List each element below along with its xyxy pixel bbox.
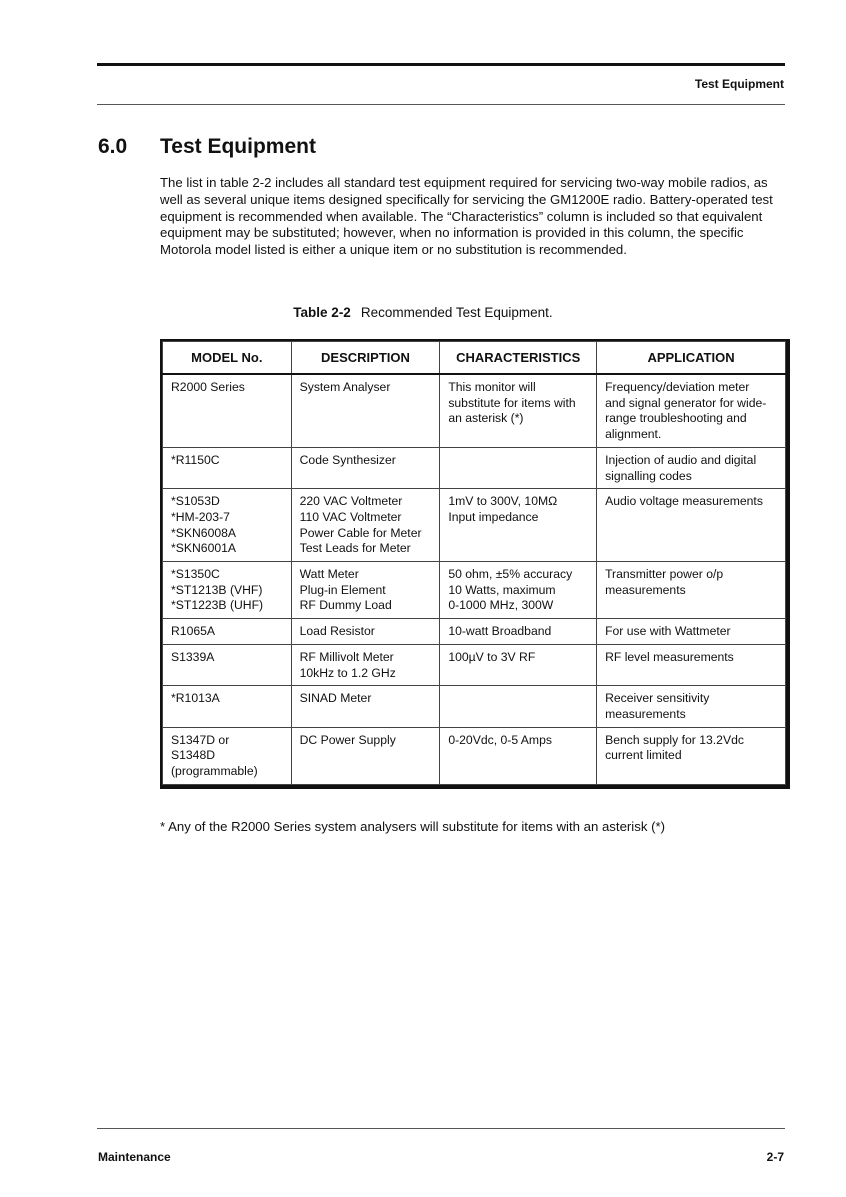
cell-description bbox=[291, 644, 440, 685]
equipment-table bbox=[162, 341, 786, 785]
table-row bbox=[163, 562, 786, 619]
cell-characteristics bbox=[440, 727, 597, 784]
model-line: *SKN6001A bbox=[171, 541, 237, 556]
cell-model bbox=[163, 619, 292, 645]
cell-model bbox=[163, 562, 292, 619]
cell-characteristics bbox=[440, 447, 597, 488]
description-line: Power Cable for Meter bbox=[299, 525, 422, 540]
description-line: SINAD Meter bbox=[299, 691, 372, 706]
cell-model bbox=[163, 727, 292, 784]
table-row bbox=[163, 686, 786, 727]
table-caption-title: Recommended Test Equipment. bbox=[360, 305, 553, 320]
model-line: *ST1213B (VHF) bbox=[171, 582, 263, 597]
description-line: Test Leads for Meter bbox=[299, 541, 411, 556]
table-caption bbox=[0, 305, 846, 320]
equipment-table-frame bbox=[160, 339, 790, 789]
model-line: *S1350C bbox=[171, 567, 220, 582]
cell-description bbox=[291, 686, 440, 727]
cell-application bbox=[597, 686, 786, 727]
description-line: DC Power Supply bbox=[299, 732, 396, 747]
model-line: S1348D bbox=[171, 748, 216, 763]
table-body bbox=[163, 374, 786, 784]
characteristics-line: Input impedance bbox=[448, 509, 539, 524]
description-line: RF Dummy Load bbox=[299, 598, 392, 613]
table-row bbox=[163, 619, 786, 645]
cell-description bbox=[291, 447, 440, 488]
header-characteristics: CHARACTERISTICS bbox=[440, 342, 597, 375]
description-line: Code Synthesizer bbox=[299, 452, 396, 467]
cell-characteristics bbox=[440, 562, 597, 619]
model-line: *ST1223B (UHF) bbox=[171, 598, 264, 613]
description-line: Load Resistor bbox=[299, 624, 375, 639]
characteristics-line: 1mV to 300V, 10MΩ bbox=[448, 494, 558, 509]
application-line: For use with Wattmeter bbox=[605, 624, 731, 639]
description-line: Watt Meter bbox=[299, 567, 359, 582]
cell-description bbox=[291, 727, 440, 784]
description-line: 220 VAC Voltmeter bbox=[299, 494, 403, 509]
characteristics-line: This monitor will bbox=[448, 380, 536, 394]
table-caption-number: Table 2-2 bbox=[293, 305, 351, 320]
footer-rule bbox=[97, 1128, 785, 1129]
description-line: Plug-in Element bbox=[299, 582, 386, 597]
characteristics-line: 10-watt Broadband bbox=[448, 624, 552, 639]
table-row bbox=[163, 644, 786, 685]
cell-application bbox=[597, 447, 786, 488]
characteristics-line: 0-1000 MHz, 300W bbox=[448, 598, 554, 613]
footer-section-name: Maintenance bbox=[98, 1150, 171, 1164]
cell-characteristics bbox=[440, 686, 597, 727]
characteristics-line: 10 Watts, maximum bbox=[448, 582, 556, 597]
characteristics-line: 100µV to 3V RF bbox=[448, 649, 536, 664]
application-line: RF level measurements bbox=[605, 649, 734, 664]
header-model: MODEL No. bbox=[163, 342, 292, 375]
application-line: Injection of audio and digital bbox=[605, 452, 757, 467]
application-line: Transmitter power o/p bbox=[605, 567, 724, 582]
table-row bbox=[163, 489, 786, 562]
characteristics-line: 50 ohm, ±5% accuracy bbox=[448, 567, 573, 582]
cell-model bbox=[163, 644, 292, 685]
application-line: and signal generator for wide- bbox=[605, 395, 767, 410]
characteristics-line: 0-20Vdc, 0-5 Amps bbox=[448, 732, 552, 747]
cell-characteristics bbox=[440, 489, 597, 562]
section-title: Test Equipment bbox=[160, 135, 316, 158]
header-rule bbox=[97, 104, 785, 105]
description-line: 10kHz to 1.2 GHz bbox=[299, 665, 396, 680]
application-line: current limited bbox=[605, 748, 682, 763]
application-line: Audio voltage measurements bbox=[605, 494, 763, 509]
table-footnote: * Any of the R2000 Series system analysers will substitute for items with an asterisk (*) bbox=[160, 819, 665, 834]
model-line: *R1013A bbox=[171, 691, 220, 706]
model-line: *S1053D bbox=[171, 494, 220, 509]
intro-paragraph: The list in table 2-2 includes all standard test equipment required for servicing two-way mobile radios, as well as several unique items designed specifically for servicing the GM1200E radio. Battery-operated test equipment is recommended when available. The “Characteristics” column is included so that equivalent equipment may be substituted; however, when no information is provided in this column, the specific Motorola model listed is either a unique item or no substitution is recommended. bbox=[160, 175, 773, 258]
model-line: S1347D or bbox=[171, 732, 230, 747]
model-line: R2000 Series bbox=[171, 380, 245, 394]
cell-model bbox=[163, 374, 292, 447]
model-line: *HM-203-7 bbox=[171, 509, 230, 524]
table-row bbox=[163, 727, 786, 784]
model-line: R1065A bbox=[171, 624, 216, 639]
cell-characteristics bbox=[440, 644, 597, 685]
cell-characteristics bbox=[440, 374, 597, 447]
footer-page-number: 2-7 bbox=[766, 1150, 784, 1164]
table-row bbox=[163, 374, 786, 447]
application-line: alignment. bbox=[605, 427, 662, 442]
model-line: S1339A bbox=[171, 649, 215, 664]
application-line: Bench supply for 13.2Vdc bbox=[605, 732, 744, 747]
cell-application bbox=[597, 727, 786, 784]
cell-application bbox=[597, 644, 786, 685]
cell-model bbox=[163, 686, 292, 727]
cell-characteristics bbox=[440, 619, 597, 645]
cell-description bbox=[291, 374, 440, 447]
cell-description bbox=[291, 489, 440, 562]
section-number: 6.0 bbox=[98, 135, 128, 158]
running-header-title: Test Equipment bbox=[694, 77, 784, 91]
header-description: DESCRIPTION bbox=[291, 342, 440, 375]
cell-application bbox=[597, 374, 786, 447]
application-line: range troubleshooting and bbox=[605, 411, 747, 426]
model-line: *SKN6008A bbox=[171, 525, 237, 540]
description-line: System Analyser bbox=[299, 380, 391, 394]
cell-application bbox=[597, 562, 786, 619]
model-line: (programmable) bbox=[171, 764, 258, 779]
application-line: signalling codes bbox=[605, 468, 692, 483]
characteristics-line: substitute for items with bbox=[448, 395, 576, 410]
description-line: RF Millivolt Meter bbox=[299, 649, 394, 664]
cell-application bbox=[597, 619, 786, 645]
application-line: measurements bbox=[605, 706, 686, 721]
table-header-row bbox=[163, 342, 786, 375]
application-line: Receiver sensitivity bbox=[605, 691, 710, 706]
header-top-rule bbox=[97, 63, 785, 66]
cell-model bbox=[163, 447, 292, 488]
cell-application bbox=[597, 489, 786, 562]
cell-model bbox=[163, 489, 292, 562]
application-line: measurements bbox=[605, 582, 686, 597]
model-line: *R1150C bbox=[171, 452, 220, 467]
table-row bbox=[163, 447, 786, 488]
characteristics-line: an asterisk (*) bbox=[448, 411, 524, 426]
header-application: APPLICATION bbox=[597, 342, 786, 375]
description-line: 110 VAC Voltmeter bbox=[299, 509, 402, 524]
cell-description bbox=[291, 619, 440, 645]
application-line: Frequency/deviation meter bbox=[605, 380, 750, 394]
cell-description bbox=[291, 562, 440, 619]
